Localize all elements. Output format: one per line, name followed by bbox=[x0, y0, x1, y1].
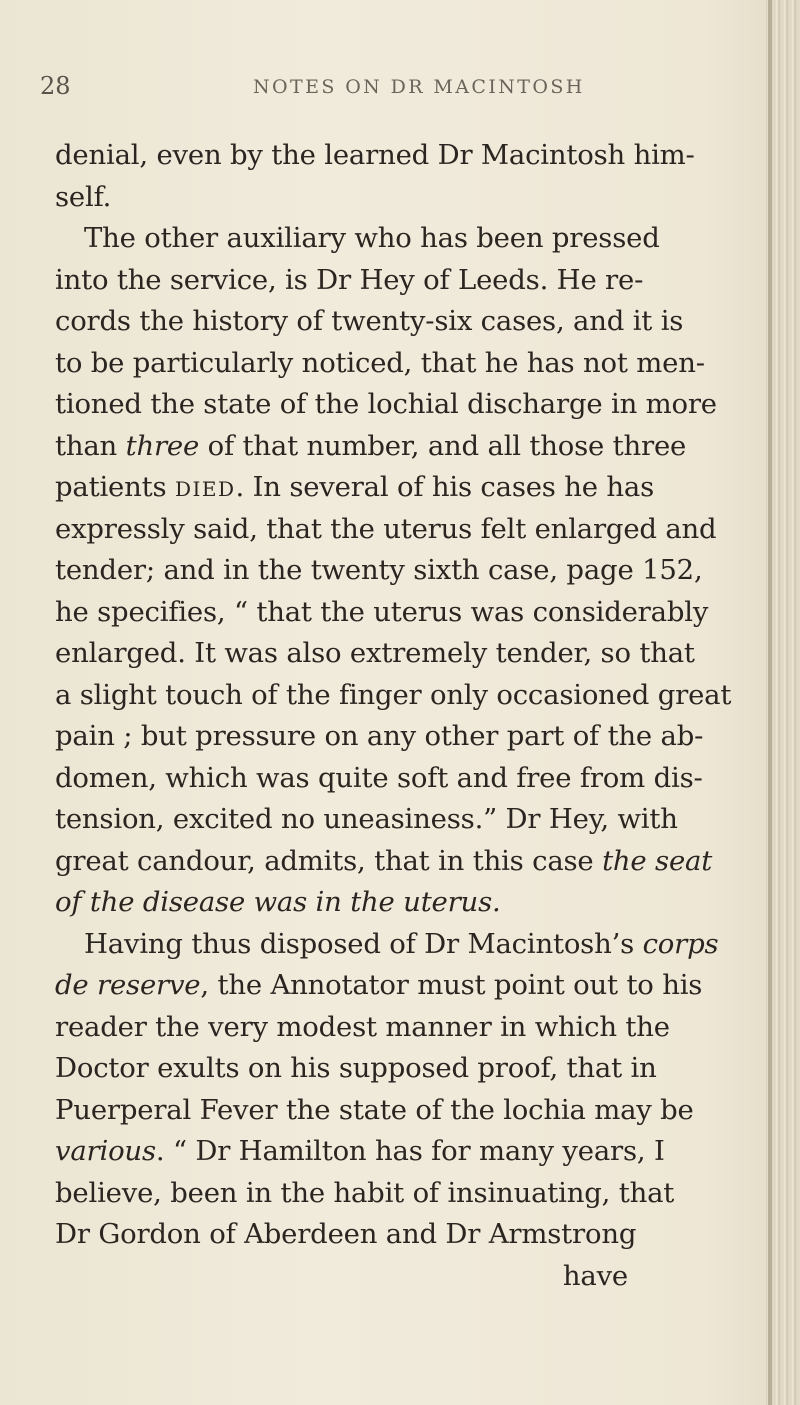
text-line: than three of that number, and all those three bbox=[55, 429, 687, 462]
text-line: denial, even by the learned Dr Macintosh him- bbox=[55, 139, 695, 171]
italic-text: various bbox=[55, 1135, 156, 1167]
small-caps-text: DIED bbox=[174, 477, 236, 501]
text-line: Dr Gordon of Aberdeen and Dr Armstrong bbox=[55, 1218, 637, 1250]
page-number: 28 bbox=[40, 72, 71, 100]
italic-text: of the disease was in the uterus. bbox=[55, 886, 501, 918]
text-line: believe, been in the habit of insinuating, that bbox=[55, 1176, 675, 1209]
text-line: de reserve, the Annotator must point out to his bbox=[55, 969, 703, 1001]
text-line: enlarged. It was also extremely tender, so that bbox=[55, 637, 695, 669]
text-line: Puerperal Fever the state of the lochia may be bbox=[55, 1093, 694, 1126]
text-line: reader the very modest manner in which the bbox=[55, 1010, 670, 1043]
text-line: great candour, admits, that in this case the seat bbox=[55, 844, 713, 877]
italic-text: the seat bbox=[602, 844, 713, 877]
page-edge-shadow bbox=[768, 0, 772, 1405]
text-line: pain ; but pressure on any other part of the ab- bbox=[55, 720, 704, 752]
text-line: to be particularly noticed, that he has not men- bbox=[55, 346, 705, 379]
text-line: tender; and in the twenty sixth case, page 152, bbox=[55, 554, 703, 586]
page-header bbox=[40, 72, 740, 112]
text-line: patients DIED. In several of his cases he has bbox=[55, 471, 655, 503]
text-line: various. “ Dr Hamilton has for many years, I bbox=[55, 1135, 665, 1167]
text-line: Doctor exults on his supposed proof, that in bbox=[55, 1052, 657, 1084]
text-line: tioned the state of the lochial discharge in more bbox=[55, 388, 717, 420]
italic-text: corps bbox=[642, 927, 719, 960]
text-line: domen, which was quite soft and free from dis- bbox=[55, 761, 703, 794]
catchword: have bbox=[562, 1259, 628, 1292]
text-line: into the service, is Dr Hey of Leeds. He re- bbox=[55, 263, 644, 296]
body-text bbox=[55, 135, 750, 1297]
text-line bbox=[55, 882, 750, 924]
text-line: cords the history of twenty-six cases, and it is bbox=[55, 305, 684, 337]
italic-text: three bbox=[125, 429, 200, 462]
text-line: he specifies, “ that the uterus was considerably bbox=[55, 595, 709, 628]
text-line: tension, excited no uneasiness.” Dr Hey, with bbox=[55, 803, 678, 835]
text-line: The other auxiliary who has been pressed bbox=[84, 222, 660, 254]
italic-text: de reserve bbox=[55, 969, 201, 1001]
running-head: NOTES ON DR MACINTOSH bbox=[253, 76, 585, 98]
text-line: expressly said, that the uterus felt enlarged and bbox=[55, 512, 717, 545]
text-line: self. bbox=[55, 180, 112, 213]
text-line: a slight touch of the finger only occasioned great bbox=[55, 678, 732, 711]
text-line: Having thus disposed of Dr Macintosh’s corps bbox=[84, 927, 719, 960]
